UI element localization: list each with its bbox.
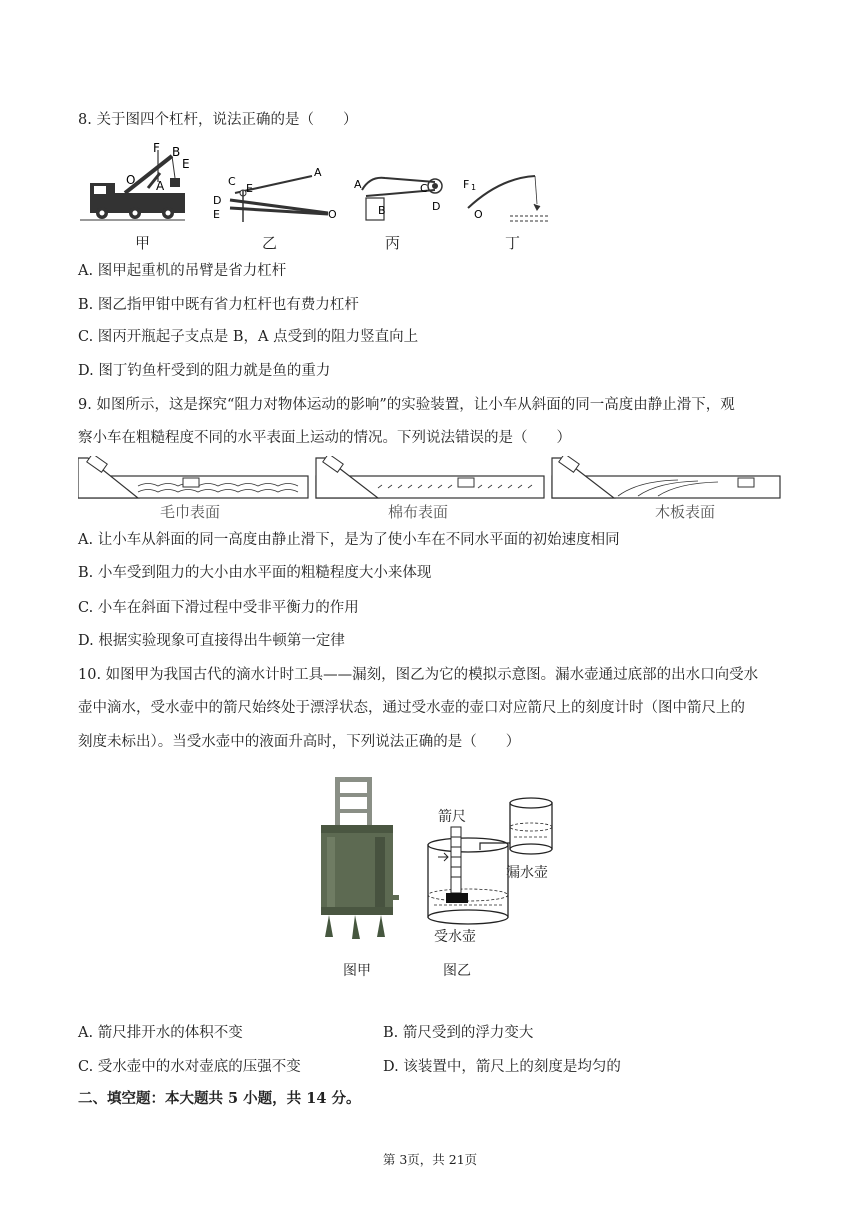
bottle-opener-figure	[354, 178, 442, 220]
fig-label-yi: 图乙	[443, 963, 471, 979]
q10-stem-line1: 10. 如图甲为我国古代的滴水计时工具——漏刻，图乙为它的模拟示意图。漏水壶通过底部的出水口向受水	[78, 667, 759, 683]
q9-option-d: D. 根据实验现象可直接得出牛顿第一定律	[78, 633, 345, 649]
q9-stem-line1: 9. 如图所示，这是探究“阻力对物体运动的影响”的实验装置，让小车从斜面的同一高度由静止滑下，观	[78, 397, 735, 413]
letter-a: A	[156, 179, 165, 193]
fishing-rod-figure	[463, 176, 550, 221]
q10-option-c: C. 受水壶中的水对壶底的压强不变	[78, 1059, 301, 1075]
q10-option-d: D. 该装置中，箭尺上的刻度是均匀的	[383, 1059, 621, 1075]
letter-a: A	[314, 166, 322, 179]
letter-c: C	[228, 175, 236, 188]
fig-label-yi: 乙	[262, 234, 278, 252]
q9-option-a: A. 让小车从斜面的同一高度由静止滑下，是为了使小车在不同水平面的初始速度相同	[78, 532, 620, 548]
surface-label-wood: 木板表面	[655, 503, 716, 521]
q8-option-c: C. 图丙开瓶起子支点是 B，A 点受到的阻力竖直向上	[78, 329, 419, 345]
letter-b: B	[172, 145, 181, 159]
letter-f: F	[463, 178, 470, 191]
fig-label-ding: 丁	[505, 234, 521, 252]
letter-d: D	[432, 200, 441, 213]
letter-o: O	[474, 208, 483, 221]
q8-option-d: D. 图丁钓鱼杆受到的阻力就是鱼的重力	[78, 363, 331, 379]
fig-label-jia: 甲	[135, 234, 151, 252]
q10-option-b: B. 箭尺受到的浮力变大	[383, 1025, 534, 1041]
q8-lever-figures	[80, 138, 560, 250]
clepsydra-photo	[315, 775, 405, 945]
surface-label-towel: 毛巾表面	[160, 503, 221, 521]
label-arrow-rod: 箭尺	[438, 809, 466, 825]
letter-f: F	[153, 141, 160, 155]
surface-label-cotton: 棉布表面	[388, 503, 449, 521]
letter-e: E	[246, 182, 253, 195]
letter-e: E	[182, 157, 190, 171]
subscript-1: 1	[471, 183, 477, 192]
fig-label-bing: 丙	[385, 234, 401, 252]
nail-clipper-figure	[213, 166, 337, 222]
q9-option-c: C. 小车在斜面下滑过程中受非平衡力的作用	[78, 600, 359, 616]
q10-stem-line3: 刻度未标出）。当受水壶中的液面升高时，下列说法正确的是（ ）	[78, 734, 521, 750]
letter-o: O	[328, 208, 337, 221]
q10-stem-line2: 壶中滴水，受水壶中的箭尺始终处于漂浮状态，通过受水壶的壶口对应箭尺上的刻度计时（图中箭尺上的	[78, 700, 745, 716]
q9-stem-line2: 察小车在粗糙程度不同的水平表面上运动的情况。下列说法错误的是（ ）	[78, 430, 571, 446]
label-receiving-pot: 受水壶	[434, 929, 476, 945]
q8-option-b: B. 图乙指甲钳中既有省力杠杆也有费力杠杆	[78, 297, 359, 313]
fig-label-jia: 图甲	[343, 963, 371, 979]
letter-b: B	[378, 204, 386, 217]
q10-option-a: A. 箭尺排开水的体积不变	[78, 1025, 243, 1041]
wood-surface-figure	[552, 456, 780, 498]
letter-c: C	[420, 182, 428, 195]
letter-e: E	[213, 208, 220, 221]
letter-d: D	[213, 194, 222, 207]
letter-o: O	[126, 173, 136, 187]
cotton-surface-figure	[316, 456, 544, 498]
q8-option-a: A. 图甲起重机的吊臂是省力杠杆	[78, 263, 287, 279]
q9-option-b: B. 小车受到阻力的大小由水平面的粗糙程度大小来体现	[78, 565, 432, 581]
letter-a: A	[354, 178, 362, 191]
q8-stem: 8. 关于图四个杠杆，说法正确的是（ ）	[78, 112, 358, 128]
label-leak-pot: 漏水壶	[506, 865, 548, 881]
towel-surface-figure	[78, 456, 308, 498]
crane-truck-figure	[80, 141, 190, 220]
section-2-heading: 二、填空题：本大题共 5 小题，共 14 分。	[78, 1090, 361, 1107]
page-footer: 第 3页，共 21页	[382, 1152, 478, 1167]
